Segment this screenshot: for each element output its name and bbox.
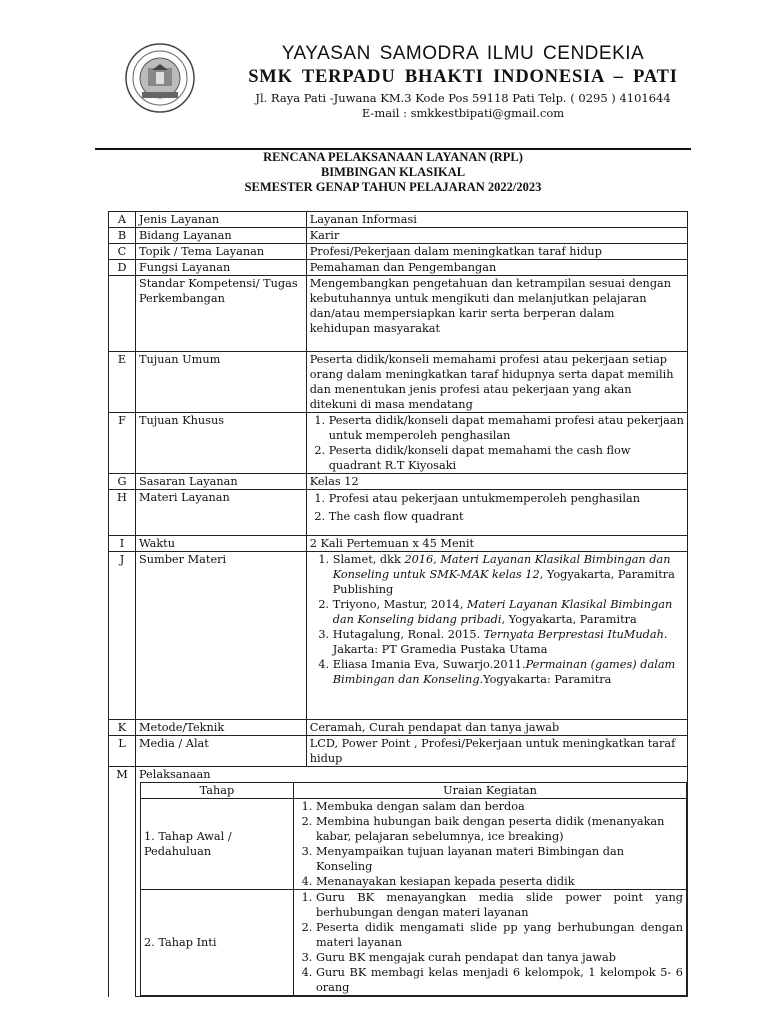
stage-row (140, 799, 686, 890)
title-line-3: SEMESTER GENAP TAHUN PELAJARAN 2022/2023 (244, 180, 542, 194)
row-key: A (109, 212, 136, 228)
row-value: Peserta didik/konseli memahami profesi atau pekerjaan setiap orang dalam meningkatkan taraf hidupnya serta dapat memilih dan menentukan jenis profesi atau pekerjaan yang akan ditekuni di masa mendatang (309, 353, 674, 411)
source-item (333, 597, 684, 627)
row-value: Mengembangkan pengetahuan dan ketrampilan sesuai dengan kebutuhannya untuk mengikuti dan melanjutkan pelajaran dan/atau mempersiapkan karir serta berperan dalam kehidupan masyarakat (309, 277, 672, 335)
sumber-materi-list (310, 552, 684, 687)
list-item: 2. Peserta didik/konseli dapat memahami the cash flow quadrant R.T Kiyosaki (329, 443, 684, 473)
row-tujuan-khusus (109, 413, 688, 474)
document-title (95, 150, 691, 195)
source-title: Permainan (games) dalam Bimbingan dan Konseling (332, 658, 676, 686)
row-key: M (109, 767, 136, 997)
col-header-uraian: Uraian Kegiatan (293, 783, 686, 799)
source-item (333, 657, 684, 687)
row-value: 2 Kali Pertemuan x 45 Menit (306, 536, 687, 552)
row-key: G (109, 474, 136, 490)
row-label: Standar Kompetensi/ Tugas Perkembangan (135, 276, 306, 352)
list-item: 1. Guru BK menayangkan media slide power point yang berhubungan dengan materi layanan (316, 890, 683, 920)
list-item: 4. Guru BK membagi kelas menjadi 6 kelompok, 1 kelompok 5- 6 orang (316, 965, 683, 995)
row-value: Pemahaman dan Pengembangan (306, 260, 687, 276)
row-value: Kelas 12 (306, 474, 687, 490)
row-value: Profesi/Pekerjaan dalam meningkatkan taraf hidup (306, 244, 687, 260)
row-sumber-materi (109, 552, 688, 720)
list-item: 1. Peserta didik/konseli dapat memahami profesi atau pekerjaan untuk memperoleh penghasilan (329, 413, 684, 443)
title-line-1: RENCANA PELAKSANAAN LAYANAN (RPL) (263, 150, 523, 164)
source-author: Triyono, Mastur, 2014, (332, 598, 467, 611)
list-item: 1. Membuka dengan salam dan berdoa (316, 799, 683, 814)
source-publisher: , Yogyakarta, Paramitra (501, 613, 637, 626)
pelaksanaan-header (140, 783, 686, 799)
row-value: Layanan Informasi (306, 212, 687, 228)
foundation-name: YAYASAN SAMODRA ILMU CENDEKIA (281, 43, 645, 64)
letterhead (228, 42, 698, 120)
source-author: Eliasa Imania Eva, Suwarjo.2011. (332, 658, 526, 671)
row-label: Fungsi Layanan (135, 260, 306, 276)
school-email: E-mail : smkkestbipati@gmail.com (361, 106, 565, 120)
source-author: Hutagalung, Ronal. 2015. (332, 628, 484, 641)
list-item: 3. Menyampaikan tujuan layanan materi Bimbingan dan Konseling (316, 844, 683, 874)
source-publisher: . Jakarta: PT Gramedia Pustaka Utama (332, 628, 668, 656)
row-key: D (109, 260, 136, 276)
row-label: Sasaran Layanan (135, 474, 306, 490)
school-name: SMK TERPADU BHAKTI INDONESIA – PATI (248, 67, 678, 87)
source-item (333, 552, 684, 597)
row-key: F (109, 413, 136, 474)
row-label: Materi Layanan (135, 490, 306, 536)
stage-row (140, 890, 686, 996)
row-value: LCD, Power Point , Profesi/Pekerjaan untuk meningkatkan taraf hidup (306, 736, 687, 767)
source-item (333, 627, 684, 657)
row-label: Topik / Tema Layanan (135, 244, 306, 260)
row-bidang-layanan (109, 228, 688, 244)
row-tujuan-umum (109, 352, 688, 413)
source-title: Ternyata Berprestasi ItuMudah (483, 628, 664, 641)
source-publisher: , Yogyakarta, Paramitra Publishing (332, 568, 675, 596)
stage-activity-list (297, 890, 683, 995)
row-label: Metode/Teknik (135, 720, 306, 736)
row-topik (109, 244, 688, 260)
row-label: Sumber Materi (135, 552, 306, 720)
col-header-tahap: Tahap (140, 783, 293, 799)
row-key: J (109, 552, 136, 720)
row-sasaran-layanan (109, 474, 688, 490)
row-key: L (109, 736, 136, 767)
school-logo-emblem (112, 42, 208, 114)
row-pelaksanaan (109, 767, 688, 997)
row-key: K (109, 720, 136, 736)
stage-activity-list (297, 799, 683, 889)
row-key: E (109, 352, 136, 413)
row-metode (109, 720, 688, 736)
row-label: Jenis Layanan (135, 212, 306, 228)
row-key (109, 276, 136, 352)
row-media (109, 736, 688, 767)
row-label: Waktu (135, 536, 306, 552)
row-value: Karir (306, 228, 687, 244)
row-label: Tujuan Umum (135, 352, 306, 413)
list-item: 2. The cash flow quadrant (329, 508, 684, 526)
list-item: 2. Membina hubungan baik dengan peserta didik (menanyakan kabar, pelajaran sebelumnya, ice breaking) (316, 814, 683, 844)
list-item: 1. Profesi atau pekerjaan untukmemperoleh penghasilan (329, 490, 684, 508)
row-label: Tujuan Khusus (135, 413, 306, 474)
stage-name: 2. Tahap Inti (140, 890, 293, 996)
list-item: 3. Guru BK mengajak curah pendapat dan tanya jawab (316, 950, 683, 965)
source-title: Materi Layanan Klasikal Bimbingan dan Konseling bidang pribadi (332, 598, 673, 626)
row-value: Ceramah, Curah pendapat dan tanya jawab (306, 720, 687, 736)
row-waktu (109, 536, 688, 552)
row-fungsi-layanan (109, 260, 688, 276)
rpl-table (108, 211, 688, 997)
row-label: Bidang Layanan (135, 228, 306, 244)
list-item: 4. Menanayakan kesiapan kepada peserta didik (316, 874, 683, 889)
row-key: I (109, 536, 136, 552)
row-label: Media / Alat (135, 736, 306, 767)
pelaksanaan-table (140, 782, 687, 996)
source-publisher: .Yogyakarta: Paramitra (479, 673, 612, 686)
row-key: C (109, 244, 136, 260)
source-author: Slamet, dkk (332, 553, 405, 566)
row-standar-kompetensi (109, 276, 688, 352)
school-address: Jl. Raya Pati -Juwana KM.3 Kode Pos 59118 Pati Telp. ( 0295 ) 4101644 (255, 91, 671, 105)
list-item: 2. Peserta didik mengamati slide pp yang berhubungan dengan materi layanan (316, 920, 683, 950)
tujuan-khusus-list (310, 413, 684, 473)
row-key: H (109, 490, 136, 536)
stage-name: 1. Tahap Awal / Pedahuluan (140, 799, 293, 890)
row-materi-layanan (109, 490, 688, 536)
row-label: Pelaksanaan (138, 768, 211, 781)
source-title: 2016, Materi Layanan Klasikal Bimbingan dan Konseling untuk SMK-MAK kelas 12 (332, 553, 671, 581)
row-key: B (109, 228, 136, 244)
materi-list (310, 490, 684, 526)
title-line-2: BIMBINGAN KLASIKAL (320, 165, 466, 179)
row-jenis-layanan (109, 212, 688, 228)
